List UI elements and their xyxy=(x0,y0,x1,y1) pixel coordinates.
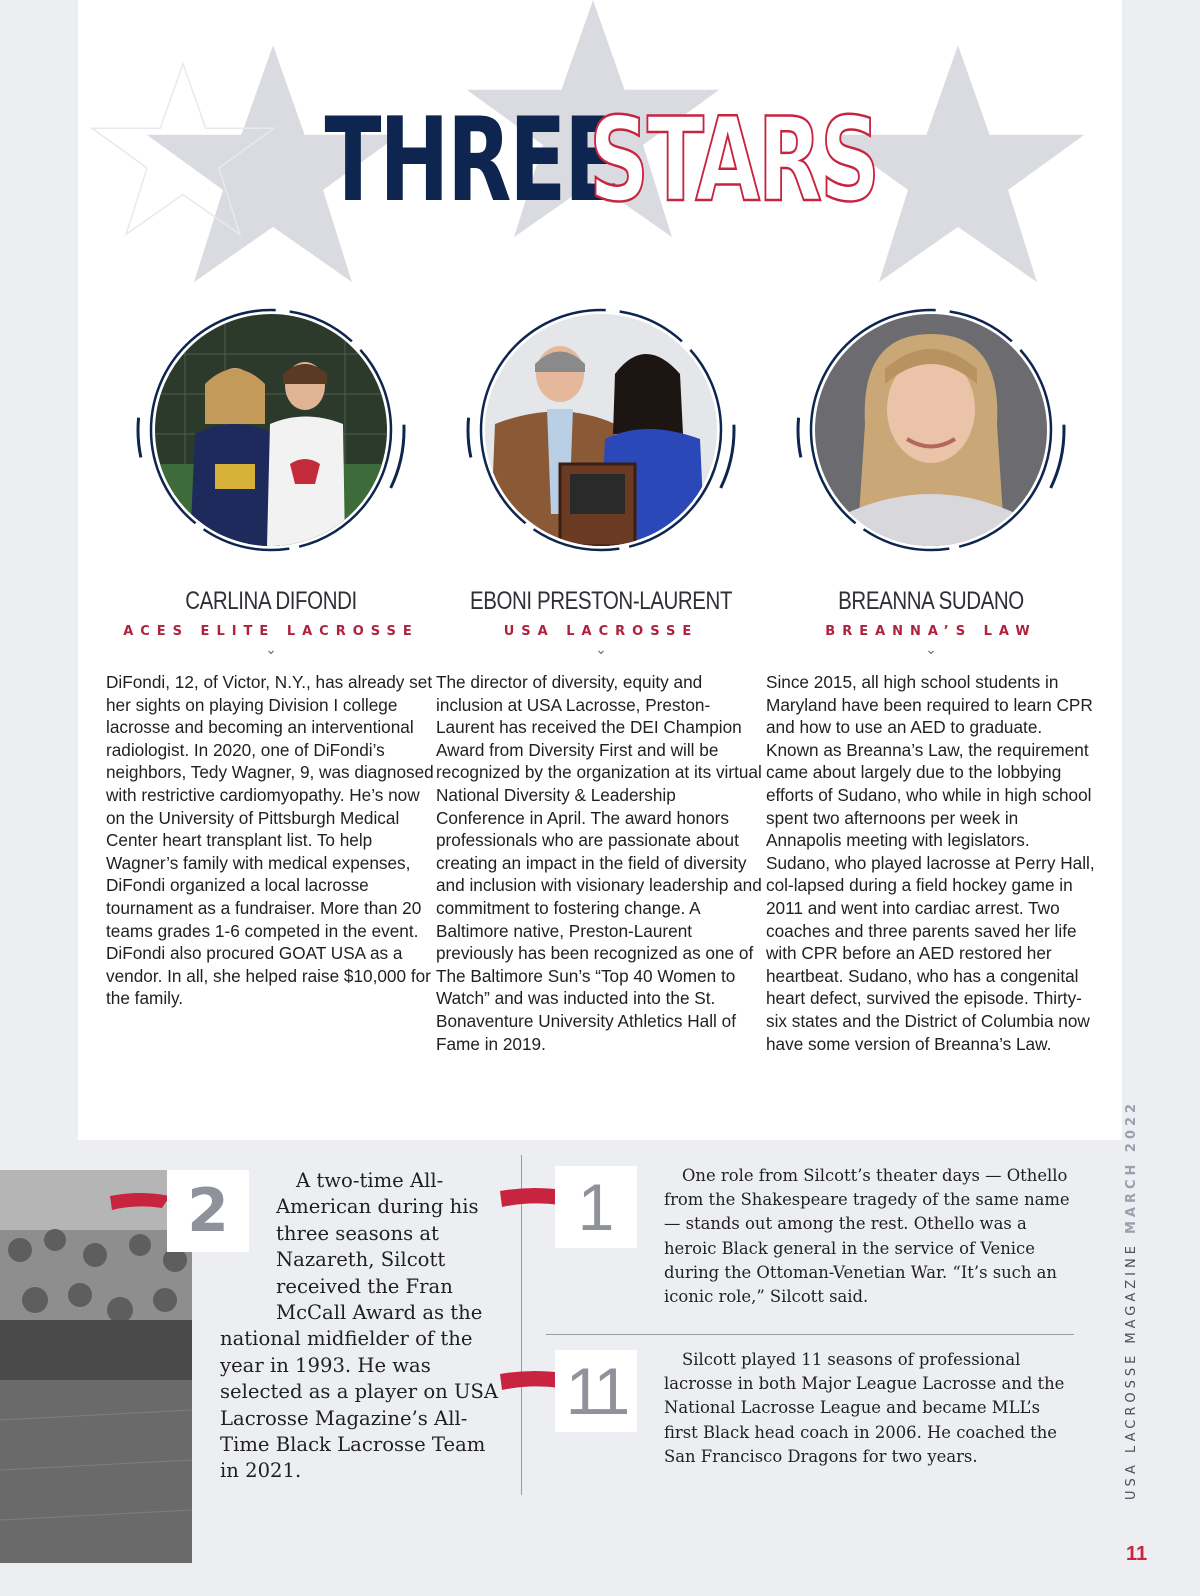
profile-org: ACES ELITE LACROSSE xyxy=(123,624,419,639)
profile-body: The director of diversity, equity and inclusion at USA Lacrosse, Preston-Laurent has received the DEI Champion Award from Diversity First and will be recognized by the organization at its virtual National Diversity & Leadership Conference in April. The award honors professionals who are passionate about creating an impact in the field of diversity and inclusion with visionary leadership and commitment to fostering change. A Baltimore native, Preston-Laurent previously has been recognized as one of The Baltimore Sun’s “Top 40 Women to Watch” and was inducted into the St. Bonaventure University Athletics Hall of Fame in 2019. xyxy=(436,672,762,1054)
fact-number: 11 xyxy=(565,1354,627,1428)
running-footer xyxy=(1124,1100,1139,1500)
profile-photo xyxy=(796,295,1066,565)
fact-number-box xyxy=(555,1350,637,1432)
text-wrap-spacer xyxy=(220,1168,276,1326)
profile-name: EBONI PRESTON-LAURENT xyxy=(469,587,733,615)
photo-ring xyxy=(466,295,736,565)
profile-org: USA LACROSSE xyxy=(503,624,699,639)
profile-column xyxy=(106,295,436,1010)
chevron-down-icon: ⌄ xyxy=(265,642,277,658)
title-word-three: THREE xyxy=(324,93,619,228)
magazine-name: USA LACROSSE MAGAZINE xyxy=(1124,1242,1139,1500)
lacrosse-crowd-photo xyxy=(0,1170,192,1563)
profile-photo xyxy=(136,295,406,565)
profile-column xyxy=(436,295,766,1055)
fact-text xyxy=(220,1168,510,1485)
title-word-stars: STARS xyxy=(588,93,878,228)
fact-number-box xyxy=(555,1166,637,1248)
red-flag-icon xyxy=(110,1190,170,1214)
profile-column xyxy=(766,295,1096,1055)
feature-card xyxy=(78,0,1122,1140)
fact-text: Silcott played 11 seasons of professional lacrosse in both Major League Lacrosse and the National Lacrosse League and became MLL’s first Black head coach in 2006. He coached the San Francisco Dragons for two years. xyxy=(664,1350,1065,1466)
photo-ring xyxy=(796,295,1066,565)
profile-org: BREANNA’S LAW xyxy=(825,624,1037,639)
profile-body: DiFondi, 12, of Victor, N.Y., has already set her sights on playing Division I college lacrosse and becoming an interventional radiologist. In 2020, one of DiFondi’s neighbors, Tedy Wagner, 9, was diagnosed with restrictive cardiomyopathy. He’s now on the University of Pittsburgh Medical Center heart transplant list. To help Wagner’s family with medical expenses, DiFondi organized a local lacrosse tournament as a fundraiser. More than 20 teams grades 1-6 competed in the event. DiFondi also procured GOAT USA as a vendor. In all, she helped raise $10,000 for the family. xyxy=(106,672,434,1009)
profile-name: BREANNA SUDANO xyxy=(838,587,1024,615)
profile-photo xyxy=(466,295,736,565)
issue-date: MARCH 2022 xyxy=(1124,1099,1139,1235)
fact-text: One role from Silcott’s theater days — Othello from the Shakespeare tragedy of the same name — stands out among the rest. Othello was a heroic Black general in the service of Venice during the Ottoman-Venetian War. “It’s such an iconic role,” Silcott said. xyxy=(664,1166,1070,1307)
photo-ring xyxy=(136,295,406,565)
profile-name: CARLINA DIFONDI xyxy=(185,587,357,615)
chevron-down-icon: ⌄ xyxy=(595,642,607,658)
row-divider xyxy=(546,1334,1074,1335)
fact-number: 2 xyxy=(187,1176,229,1246)
fact-number: 1 xyxy=(577,1170,615,1244)
fact-text-content: A two-time All-American during his three seasons at Nazareth, Silcott received the Fran McCall Award as the national midfielder of the year in 1993. He was selected as a player on USA Lacrosse Magazine’s All-Time Black Lacrosse Team in 2021. xyxy=(220,1169,499,1483)
chevron-down-icon: ⌄ xyxy=(925,642,937,658)
page-title xyxy=(78,93,1122,228)
profile-body: Since 2015, all high school students in Maryland have been required to learn CPR and how to use an AED to graduate. Known as Breanna’s Law, the requirement came about largely due to the lobbying efforts of Sudano, who while in high school spent two afternoons per week in Annapolis meeting with legislators. Sudano, who played lacrosse at Perry Hall, col-lapsed during a field hockey game in 2011 and went into cardiac arrest. Two coaches and three parents saved her life with CPR before an AED restored her heartbeat. Sudano, who has a congenital heart defect, survived the episode. Thirty-six states and the District of Columbia now have some version of Breanna’s Law. xyxy=(766,672,1095,1054)
page-number: 11 xyxy=(1126,1543,1148,1565)
